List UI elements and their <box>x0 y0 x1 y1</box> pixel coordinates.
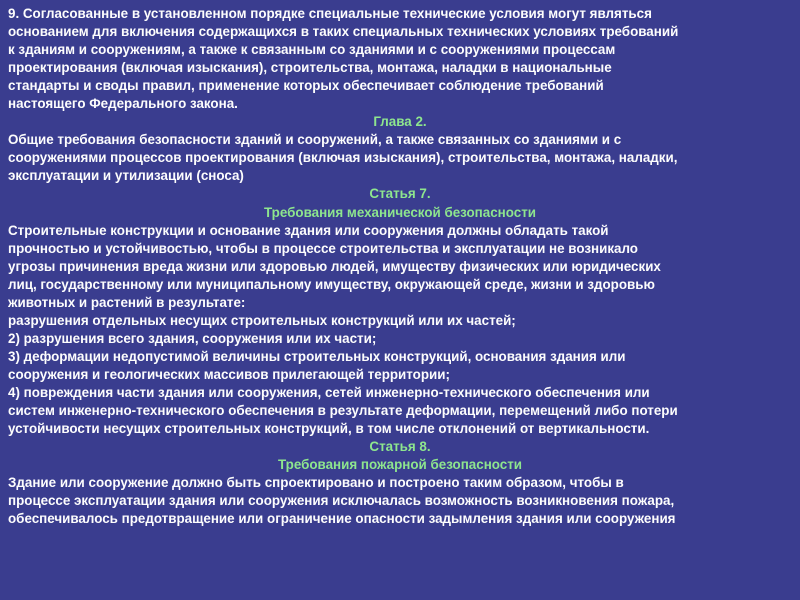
article-7-item-2: 2) разрушения всего здания, сооружения или их части; <box>8 330 377 346</box>
article-7-item-4: 4) повреждения части здания или сооружения, сетей инженерно-технического обеспечения или систем инженерно-технического обеспечения в результате деформации, перемещений либо потери устойчивости несущих строительных конструкций, в том числе отклонений от вертикальности. <box>8 384 678 437</box>
article-8-title: Требования пожарной безопасности <box>277 457 523 473</box>
slide <box>5 3 795 593</box>
intro-paragraph: 9. Согласованные в установленном порядке специальные технические условия могут являться основанием для включения содержащихся в таких специальных технических условиях требований к зданиям и сооружениям, а также к связанным со зданиями и с сооружениями процессам проектирования (включая изыскания), строительства, монтажа, наладки в национальные стандарты и своды правил, применение которых обеспечивает соблюдение требований настоящего Федерального закона. <box>8 6 679 112</box>
article-7-intro: Строительные конструкции и основание здания или сооружения должны обладать такой прочностью и устойчивостью, чтобы в процессе строительства и эксплуатации не возникало угрозы причинения вреда жизни или здоровью людей, имуществу физических или юридических лиц, государственному или муниципальному имуществу, окружающей среде, жизни и здоровью животных и растений в результате: <box>8 222 661 310</box>
text-block <box>8 5 792 528</box>
chapter-heading: Глава 2. <box>373 114 427 130</box>
article-7-title: Требования механической безопасности <box>264 204 536 220</box>
chapter-title: Общие требования безопасности зданий и сооружений, а также связанных со зданиями и с сооружениями процессов проектирования (включая изыскания), строительства, монтажа, наладки, эксплуатации и утилизации (сноса) <box>8 132 678 184</box>
article-8-text: Здание или сооружение должно быть спроектировано и построено таким образом, чтобы в процессе эксплуатации здания или сооружения исключалась возможность возникновения пожара, обеспечивалось предотвращение или ограничение опасности задымления здания или сооружения <box>8 475 676 527</box>
article-7-number: Статья 7. <box>369 186 431 202</box>
article-8-number: Статья 8. <box>369 439 431 455</box>
article-7-item-3: 3) деформации недопустимой величины строительных конструкций, основания здания или сооружения и геологических массивов прилегающей территории; <box>8 348 626 382</box>
article-7-item-1: разрушения отдельных несущих строительных конструкций или их частей; <box>8 312 516 328</box>
